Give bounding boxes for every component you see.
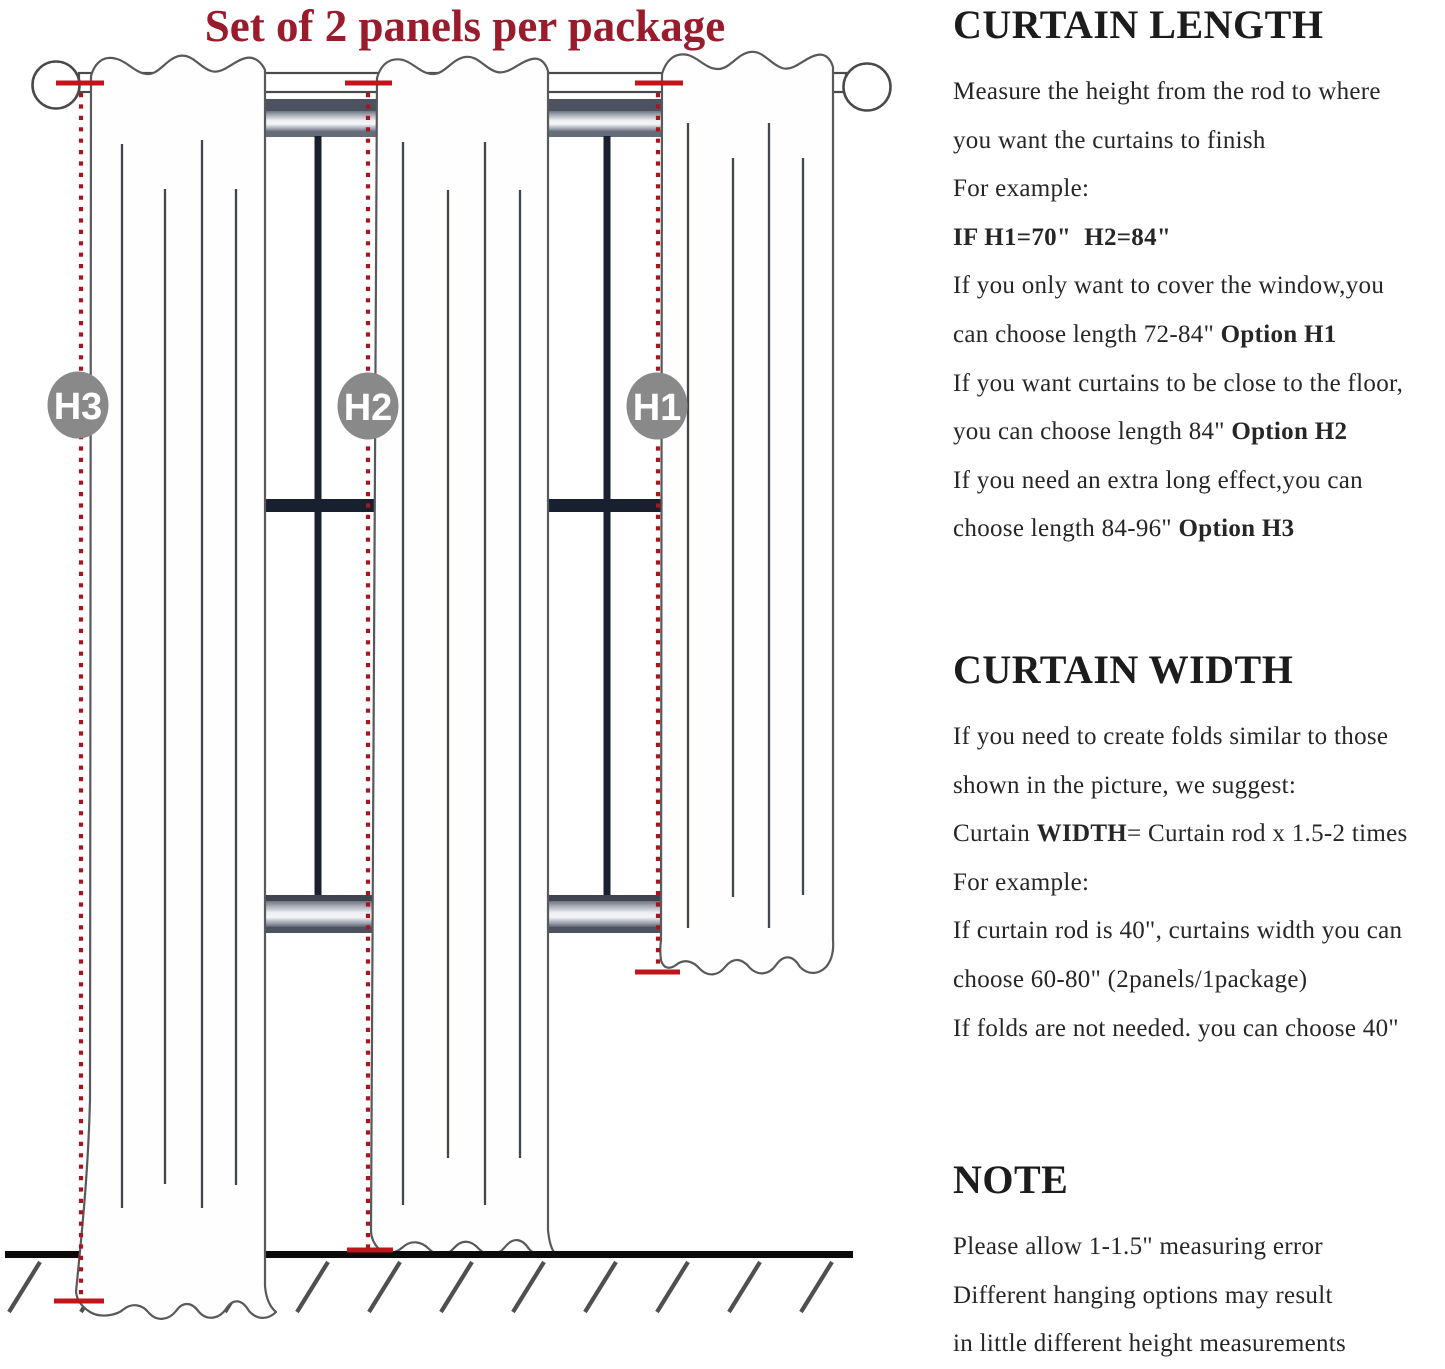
section-curtain-width-heading: CURTAIN WIDTH [953, 647, 1294, 692]
section-curtain-width-paragraph [953, 713, 1445, 1053]
text-line: Curtain WIDTH= Curtain rod x 1.5-2 times [953, 820, 1408, 848]
window-mullion-right [604, 136, 611, 896]
rod-finial-right-icon [844, 64, 891, 111]
text-line: shown in the picture, we suggest: [953, 771, 1297, 799]
section-curtain-length-paragraph [953, 68, 1445, 554]
section-note-heading: NOTE [953, 1157, 1069, 1202]
curtain-panel-h1 [660, 52, 833, 975]
curtain-panel-h2 [371, 57, 554, 1256]
text-line: in little different height measurements [953, 1330, 1347, 1358]
text-line: If you want curtains to be close to the floor, [953, 369, 1404, 397]
section-curtain-length-heading: CURTAIN LENGTH [953, 2, 1324, 47]
diagram-title: Set of 2 panels per package [204, 1, 726, 51]
badge-h1-label: H1 [632, 387, 682, 429]
text-line: For example: [953, 868, 1090, 896]
text-line: If folds are not needed. you can choose 40" [953, 1014, 1399, 1042]
panel-h3-fabric [76, 56, 276, 1319]
badge-h2-label: H2 [343, 387, 393, 429]
instructions-column [953, 0, 1445, 1361]
text-line: choose 60-80" (2panels/1package) [953, 965, 1308, 993]
text-line: Measure the height from the rod to where [953, 78, 1381, 105]
text-line: IF H1=70" H2=84" [953, 223, 1172, 251]
window-mullion-left [315, 136, 322, 896]
text-line: If you need an extra long effect,you can [953, 466, 1363, 494]
curtain-panel-h3 [76, 56, 276, 1319]
text-line: Different hanging options may result [953, 1281, 1333, 1309]
text-line: If you only want to cover the window,you [953, 272, 1385, 300]
text-line: you want the curtains to finish [953, 126, 1266, 154]
section-curtain-length [953, 0, 1445, 554]
section-curtain-width [953, 645, 1445, 1053]
text-line: If curtain rod is 40", curtains width you can [953, 917, 1403, 945]
text-line: If you need to create folds similar to those [953, 723, 1389, 750]
text-line: For example: [953, 175, 1090, 203]
text-line: choose length 84-96" Option H3 [953, 515, 1295, 543]
section-note-paragraph [953, 1223, 1445, 1369]
badge-h3-label: H3 [53, 386, 103, 428]
panel-h1-fabric [660, 52, 833, 975]
panel-h2-fabric [371, 57, 554, 1256]
section-note [953, 1155, 1445, 1369]
text-line: you can choose length 84" Option H2 [953, 418, 1348, 446]
text-line: can choose length 72-84" Option H1 [953, 320, 1337, 348]
text-line: Please allow 1-1.5" measuring error [953, 1233, 1323, 1260]
